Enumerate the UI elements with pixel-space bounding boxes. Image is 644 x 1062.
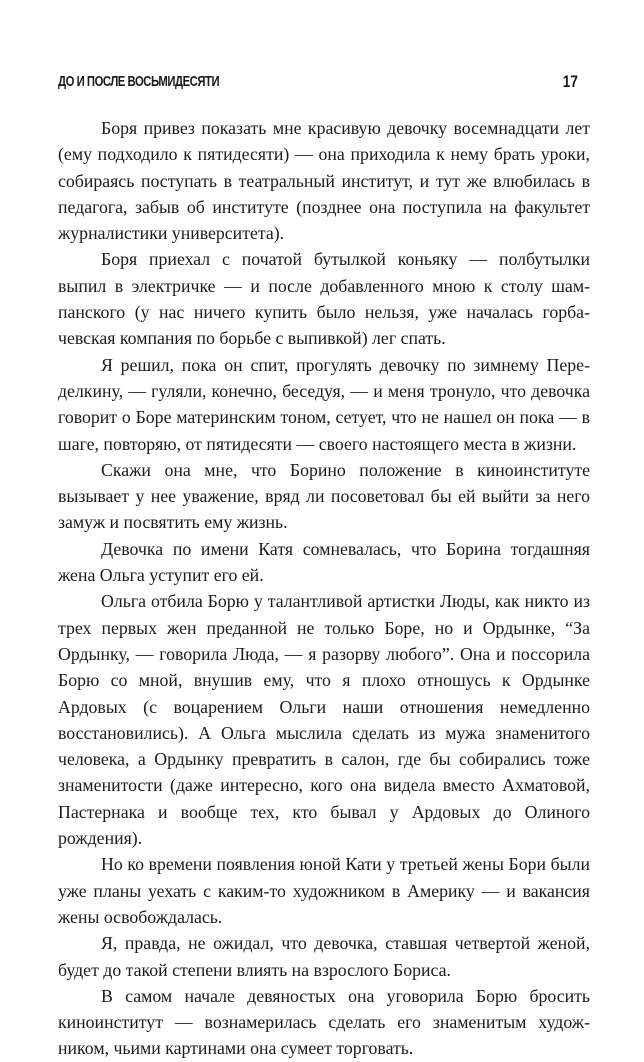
paragraph: Ольга отбила Борю у талантливой артистки Люды, как никто из трех первых жен преданной не только Боре, но и Ордынке, “За Ордынку, — говорила Люда, — я разорву любого”. Она и поссорила Борю со мной, внушив ему, что я плохо отношусь к Ордынке Ардовых (с воцарением Ольги наши отношения немедленно восстановились). А Ольга мыслила сделать из мужа знаменитого человека, а Ордынку превратить в салон, где бы собирались тоже знаменитости (даже интересно, кого она видела вместо Ахматовой, Пастернака и вообще тех, кто бывал у Ардовых до Олиного рождения). [58, 591, 590, 849]
paragraph: Боря привез показать мне красивую девочку восемнадцати лет (ему подходило к пятидесяти) — она приходила к нему брать уроки, собираясь поступать в театральный институт, и тут же влюбилась в педагога, забыв об институте (позднее она поступила на факультет журналистики университета). [58, 118, 590, 244]
paragraph: Скажи она мне, что Борино положение в киноинституте вызывает у нее уважение, вряд ли посоветовал бы ей выйти за него замуж и посвятить ему жизнь. [58, 459, 590, 533]
paragraph: В самом начале девяностых она уговорила Борю бросить киноинститут — вознамерилась сделать его знаменитым художником, чьими картинами она сумеет торговать. [58, 985, 590, 1059]
paragraph: Девочка по имени Катя сомневалась, что Борина тогдашняя жена Ольга уступит его ей. [58, 538, 590, 586]
body-text [58, 115, 590, 1062]
paragraph: Я решил, пока он спит, прогулять девочку по зимнему Переделкину, — гуляли, конечно, беседуя, — и меня тронуло, что девочка говорит о Боре материнским тоном, сетует, что не нашел он пока — в шаге, повторяю, от пятидесяти — своего настоящего места в жизни. [58, 354, 590, 454]
running-head-title: ДО И ПОСЛЕ ВОСЬМИДЕСЯТИ [58, 74, 220, 90]
paragraph: Я, правда, не ожидал, что девочка, ставшая четвертой женой, будет до такой степени влиять на взрослого Бориса. [58, 933, 590, 980]
paragraph: Боря приехал с початой бутылкой коньяку — полбутылки выпил в электричке — и после добавленного мною к столу шампанского (у нас ничего купить было нельзя, уже началась горбачевская компания по борьбе с выпивкой) лег спать. [58, 249, 590, 349]
page-number: 17 [562, 72, 578, 91]
paragraph: Но ко времени появления юной Кати у третьей жены Бори были уже планы уехать с каким-то художником в Америку — и вакансия жены освобождалась. [58, 854, 590, 927]
